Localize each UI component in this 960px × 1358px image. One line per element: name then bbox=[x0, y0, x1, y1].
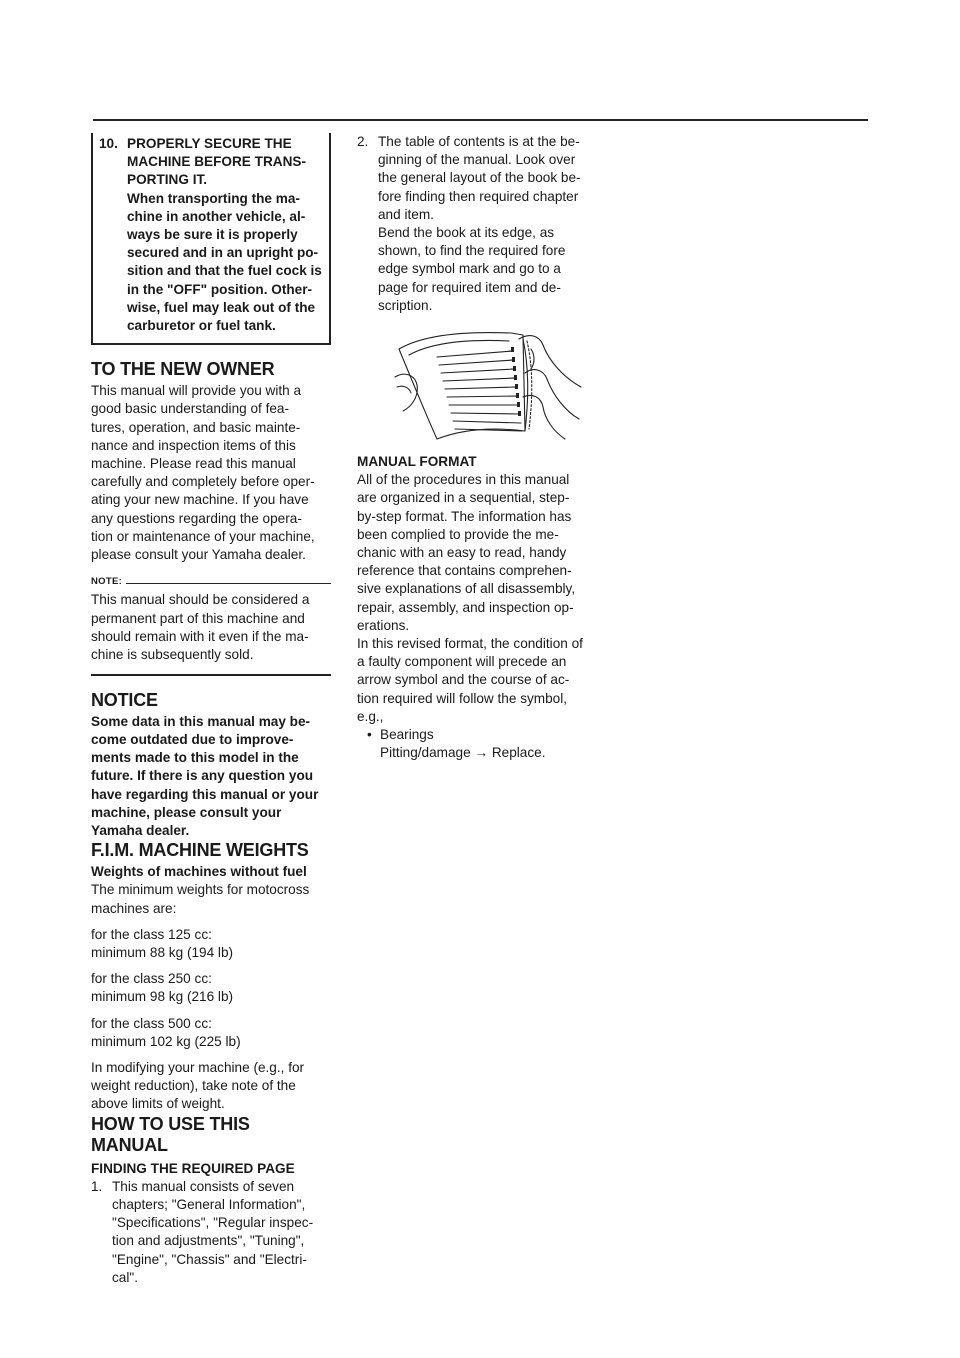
book-edge-illustration bbox=[393, 327, 583, 445]
warning-line: PROPERLY SECURE THE bbox=[127, 136, 292, 151]
example-action: Replace. bbox=[491, 745, 546, 761]
fim-class-weight: minimum 98 kg (216 lb) bbox=[91, 989, 234, 1005]
notice-line: have regarding this manual or your bbox=[91, 786, 319, 802]
warning-box bbox=[91, 133, 331, 345]
fim-closing-line: weight reduction), take note of the bbox=[91, 1078, 296, 1094]
left-column bbox=[91, 133, 331, 1287]
body-line: All of the procedures in this manual bbox=[357, 472, 570, 488]
how-to-heading: HOW TO USE THIS MANUAL bbox=[91, 1113, 250, 1155]
fim-class-125 bbox=[91, 926, 331, 962]
note-line: should remain with it even if the ma- bbox=[91, 628, 309, 644]
list-text bbox=[378, 133, 581, 315]
list-line: cal". bbox=[112, 1269, 138, 1285]
note-end-rule bbox=[91, 674, 331, 676]
example-item: Bearings bbox=[380, 727, 434, 743]
body-line: carefully and completely before oper- bbox=[91, 474, 315, 490]
list-number: 1. bbox=[91, 1178, 103, 1194]
body-line: are organized in a sequential, step- bbox=[357, 490, 570, 506]
example-condition: Pitting/damage bbox=[380, 745, 471, 761]
warning-line: carburetor or fuel tank. bbox=[127, 318, 276, 334]
manual-format-heading: MANUAL FORMAT bbox=[357, 454, 477, 470]
note-line: chine is subsequently sold. bbox=[91, 647, 254, 663]
fim-class-label: for the class 500 cc: bbox=[91, 1015, 212, 1031]
body-line: sive explanations of all disassembly, bbox=[357, 581, 576, 597]
warning-line: in the "OFF" position. Other- bbox=[127, 281, 313, 297]
list-line: scription. bbox=[378, 297, 433, 313]
fim-class-label: for the class 125 cc: bbox=[91, 926, 212, 942]
body-line: ating your new machine. If you have bbox=[91, 492, 309, 508]
body-line: In this revised format, the condition of bbox=[357, 636, 583, 652]
list-line: and item. bbox=[378, 206, 434, 222]
new-owner-heading: TO THE NEW OWNER bbox=[91, 359, 275, 380]
body-line: reference that contains comprehen- bbox=[357, 563, 572, 579]
arrow-right-icon: → bbox=[474, 745, 489, 761]
note-label: NOTE: bbox=[91, 576, 123, 588]
warning-line: When transporting the ma- bbox=[127, 190, 300, 206]
body-line: erations. bbox=[357, 617, 410, 633]
note-body bbox=[91, 591, 331, 664]
body-line: nance and inspection items of this bbox=[91, 437, 296, 453]
example-line bbox=[380, 744, 546, 762]
body-line: please consult your Yamaha dealer. bbox=[91, 547, 306, 563]
list-line: page for required item and de- bbox=[378, 279, 561, 295]
fim-intro-line: machines are: bbox=[91, 900, 177, 916]
body-line: tion or maintenance of your machine, bbox=[91, 528, 315, 544]
example-text bbox=[380, 726, 546, 762]
list-line: "Specifications", "Regular inspec- bbox=[112, 1215, 314, 1231]
warning-line: MACHINE BEFORE TRANS- bbox=[127, 154, 306, 170]
body-line: chanic with an easy to read, handy bbox=[357, 545, 567, 561]
list-number: 2. bbox=[357, 134, 369, 149]
warning-text bbox=[99, 153, 323, 335]
list-line: The table of contents is at the be- bbox=[378, 134, 580, 149]
list-line: This manual consists of seven bbox=[112, 1178, 295, 1194]
warning-line: wise, fuel may leak out of the bbox=[127, 299, 316, 315]
body-line: arrow symbol and the course of ac- bbox=[357, 672, 570, 688]
body-line: e.g., bbox=[357, 708, 384, 724]
list-line: chapters; "General Information", bbox=[112, 1197, 306, 1213]
top-rule bbox=[93, 119, 868, 121]
right-column bbox=[357, 133, 602, 762]
body-line: a faulty component will precede an bbox=[357, 654, 567, 670]
note-rule bbox=[126, 583, 331, 585]
notice-line: Yamaha dealer. bbox=[91, 823, 190, 838]
body-line: tion required will follow the symbol, bbox=[357, 690, 568, 706]
notice-line: ments made to this model in the bbox=[91, 750, 299, 766]
body-line: machine. Please read this manual bbox=[91, 456, 296, 472]
fim-heading: F.I.M. MACHINE WEIGHTS bbox=[91, 840, 309, 861]
warning-line: sition and that the fuel cock is bbox=[127, 263, 322, 279]
body-line: This manual will provide you with a bbox=[91, 383, 302, 399]
warning-line: secured and in an upright po- bbox=[127, 245, 319, 261]
how-to-subheading: FINDING THE REQUIRED PAGE bbox=[91, 1160, 295, 1176]
body-line: good basic understanding of fea- bbox=[91, 401, 290, 417]
notice-line: Some data in this manual may be- bbox=[91, 713, 311, 729]
example-bullet-item bbox=[367, 726, 602, 762]
warning-line: ways be sure it is properly bbox=[127, 227, 298, 243]
list-line: tion and adjustments", "Tuning", bbox=[112, 1233, 305, 1249]
list-line: shown, to find the required fore bbox=[378, 243, 566, 259]
fim-class-weight: minimum 88 kg (194 lb) bbox=[91, 945, 234, 961]
list-line: ginning of the manual. Look over bbox=[378, 152, 576, 168]
new-owner-body bbox=[91, 382, 331, 564]
fim-class-500 bbox=[91, 1015, 331, 1051]
warning-number: 10. bbox=[99, 136, 118, 151]
body-line: tures, operation, and basic mainte- bbox=[91, 419, 301, 435]
body-line: been complied to provide the me- bbox=[357, 526, 559, 542]
list-line: fore finding then required chapter bbox=[378, 188, 579, 204]
note-line: permanent part of this machine and bbox=[91, 610, 305, 626]
warning-line: chine in another vehicle, al- bbox=[127, 208, 306, 224]
note-line: This manual should be considered a bbox=[91, 592, 310, 608]
list-line: Bend the book at its edge, as bbox=[378, 225, 555, 241]
fim-class-label: for the class 250 cc: bbox=[91, 971, 212, 987]
warning-line: PORTING IT. bbox=[127, 172, 208, 188]
list-line: edge symbol mark and go to a bbox=[378, 261, 561, 277]
notice-body bbox=[91, 713, 331, 840]
manual-format-body bbox=[357, 471, 602, 726]
notice-heading: NOTICE bbox=[91, 689, 158, 710]
fim-closing bbox=[91, 1059, 331, 1114]
fim-closing-line: above limits of weight. bbox=[91, 1096, 225, 1112]
fim-closing-line: In modifying your machine (e.g., for bbox=[91, 1060, 305, 1076]
notice-line: machine, please consult your bbox=[91, 804, 282, 820]
list-item-2 bbox=[357, 133, 602, 315]
body-line: by-step format. The information has bbox=[357, 508, 572, 524]
fim-class-250 bbox=[91, 970, 331, 1006]
warning-first-line bbox=[99, 135, 323, 153]
list-text bbox=[112, 1178, 313, 1287]
list-line: the general layout of the book be- bbox=[378, 170, 581, 186]
body-line: repair, assembly, and inspection op- bbox=[357, 599, 574, 615]
fim-subheading: Weights of machines without fuel bbox=[91, 864, 307, 880]
fim-intro-line: The minimum weights for motocross bbox=[91, 882, 310, 898]
list-item-1 bbox=[91, 1178, 331, 1287]
list-line: "Engine", "Chassis" and "Electri- bbox=[112, 1251, 307, 1267]
notice-line: future. If there is any question you bbox=[91, 768, 314, 784]
body-line: any questions regarding the opera- bbox=[91, 510, 302, 526]
bullet-icon: • bbox=[367, 727, 372, 743]
fim-class-weight: minimum 102 kg (225 lb) bbox=[91, 1033, 241, 1049]
notice-line: come outdated due to improve- bbox=[91, 731, 294, 747]
note-header bbox=[91, 573, 331, 591]
